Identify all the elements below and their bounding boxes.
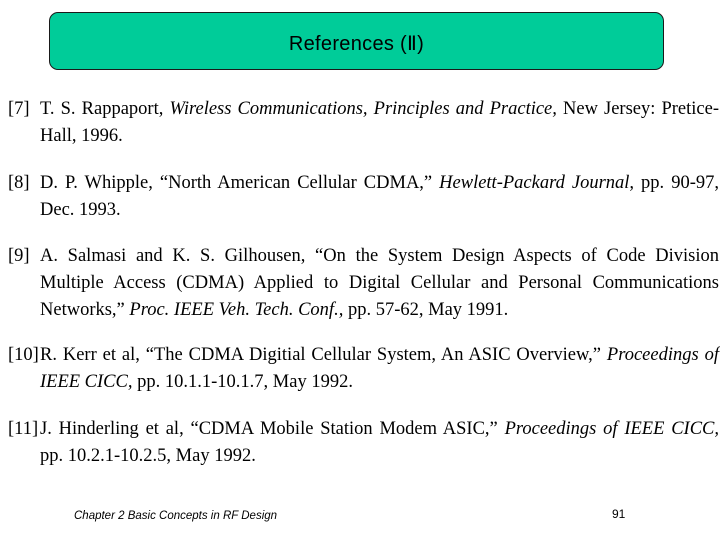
slide-title: References (Ⅱ) <box>288 33 425 55</box>
reference-item <box>8 342 720 396</box>
reference-source: Proceedings of IEEE CICC, <box>40 345 719 392</box>
reference-details: pp. 10.1.1-10.1.7, May 1992. <box>132 372 353 392</box>
reference-text <box>40 96 719 150</box>
reference-number: [8] <box>8 173 30 193</box>
reference-authors: D. P. Whipple, “North American Cellular CDMA,” <box>40 173 440 193</box>
reference-source: Proc. IEEE Veh. Tech. Conf., <box>129 300 344 320</box>
reference-number: [11] <box>8 419 39 439</box>
reference-authors: A. Salmasi and K. S. Gilhousen, “On the System Design Aspects of Code Division Multiple Access (CDMA) Applied to Digital Cellular and Personal Communications Networks,” <box>40 246 719 320</box>
reference-text <box>40 342 719 396</box>
reference-text <box>40 416 719 470</box>
reference-source: Hewlett-Packard Journal, <box>439 173 635 193</box>
footer-chapter-text: Chapter 2 Basic Concepts in RF Design <box>74 510 278 522</box>
reference-authors: T. S. Rappaport, <box>40 99 170 119</box>
page-number: 91 <box>612 507 626 521</box>
reference-text <box>40 170 719 224</box>
reference-item <box>8 170 720 224</box>
reference-number: [7] <box>8 99 30 119</box>
reference-item <box>8 416 720 470</box>
reference-details: New Jersey: Pretice-Hall, 1996. <box>40 99 720 146</box>
reference-authors: J. Hinderling et al, “CDMA Mobile Station Modem ASIC,” <box>40 419 505 439</box>
reference-authors: R. Kerr et al, “The CDMA Digitial Cellular System, An ASIC Overview,” <box>40 345 607 365</box>
reference-details: pp. 57-62, May 1991. <box>343 300 509 320</box>
reference-source: Proceedings of IEEE CICC, <box>504 419 719 439</box>
reference-details: pp. 10.2.1-10.2.5, May 1992. <box>40 446 256 466</box>
title-banner <box>49 12 664 70</box>
reference-text <box>40 243 719 324</box>
reference-number: [9] <box>8 246 30 266</box>
reference-details: pp. 90-97, Dec. 1993. <box>40 173 719 220</box>
reference-item <box>8 96 720 150</box>
reference-source: Wireless Communications, Principles and Practice, <box>169 99 557 119</box>
reference-number: [10] <box>8 345 39 365</box>
reference-item <box>8 243 720 324</box>
